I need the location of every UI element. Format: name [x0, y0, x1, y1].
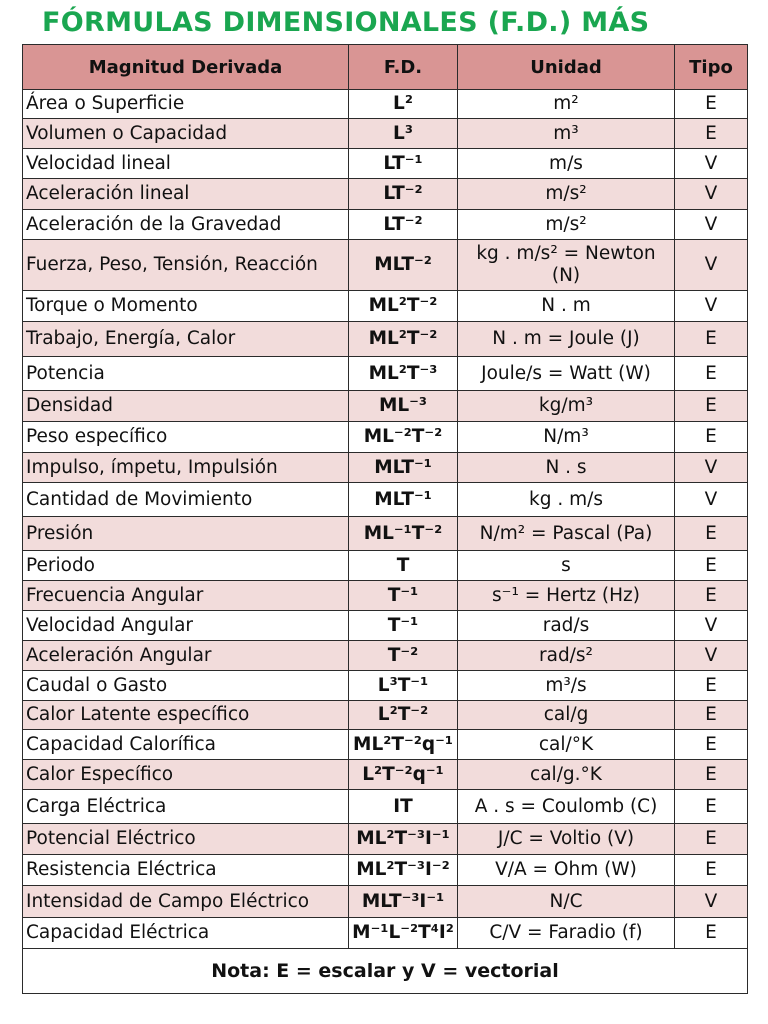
fd-cell: L³T⁻¹: [349, 671, 458, 701]
page-title: FÓRMULAS DIMENSIONALES (F.D.) MÁS: [42, 7, 650, 38]
table-row: [23, 790, 748, 824]
tipo-cell: E: [675, 918, 748, 949]
magnitud-cell: Presión: [23, 517, 349, 551]
unidad-cell: s: [458, 551, 675, 581]
fd-cell: LT⁻²: [349, 210, 458, 240]
header-tipo: Tipo: [675, 45, 748, 90]
fd-cell: ML⁻²T⁻²: [349, 422, 458, 453]
magnitud-cell: Velocidad lineal: [23, 149, 349, 179]
magnitud-cell: Carga Eléctrica: [23, 790, 349, 824]
fd-cell: LT⁻¹: [349, 149, 458, 179]
unidad-cell: C/V = Faradio (f): [458, 918, 675, 949]
tipo-cell: E: [675, 119, 748, 149]
table-row: [23, 730, 748, 760]
magnitud-cell: Aceleración lineal: [23, 179, 349, 210]
fd-cell: ML²T⁻²q⁻¹: [349, 730, 458, 760]
unidad-cell: A . s = Coulomb (C): [458, 790, 675, 824]
table-row: [23, 483, 748, 517]
table-row: [23, 240, 748, 291]
magnitud-cell: Aceleración de la Gravedad: [23, 210, 349, 240]
tipo-cell: E: [675, 90, 748, 119]
tipo-cell: E: [675, 322, 748, 357]
fd-cell: L²T⁻²: [349, 701, 458, 730]
table-row: [23, 453, 748, 483]
tipo-cell: V: [675, 886, 748, 918]
magnitud-cell: Capacidad Eléctrica: [23, 918, 349, 949]
fd-cell: L²: [349, 90, 458, 119]
table-body: [23, 90, 748, 949]
tipo-cell: V: [675, 453, 748, 483]
dimensional-formulas-table: [22, 44, 748, 994]
tipo-cell: E: [675, 391, 748, 422]
table-row: [23, 701, 748, 730]
unidad-cell: kg/m³: [458, 391, 675, 422]
tipo-cell: E: [675, 824, 748, 855]
unidad-cell: kg . m/s: [458, 483, 675, 517]
magnitud-cell: Fuerza, Peso, Tensión, Reacción: [23, 240, 349, 291]
fd-cell: MLT⁻¹: [349, 483, 458, 517]
tipo-cell: V: [675, 291, 748, 322]
table-row: [23, 611, 748, 641]
magnitud-cell: Impulso, ímpetu, Impulsión: [23, 453, 349, 483]
tipo-cell: V: [675, 483, 748, 517]
fd-cell: ML²T⁻³: [349, 357, 458, 391]
unidad-cell: rad/s²: [458, 641, 675, 671]
fd-cell: M⁻¹L⁻²T⁴I²: [349, 918, 458, 949]
unidad-cell: N . s: [458, 453, 675, 483]
fd-cell: ML²T⁻²: [349, 322, 458, 357]
unidad-cell: J/C = Voltio (V): [458, 824, 675, 855]
magnitud-cell: Aceleración Angular: [23, 641, 349, 671]
magnitud-cell: Volumen o Capacidad: [23, 119, 349, 149]
magnitud-cell: Potencial Eléctrico: [23, 824, 349, 855]
table-row: [23, 855, 748, 886]
magnitud-cell: Potencia: [23, 357, 349, 391]
table-row: [23, 149, 748, 179]
unidad-cell: cal/g: [458, 701, 675, 730]
header-fd: F.D.: [349, 45, 458, 90]
tipo-cell: E: [675, 357, 748, 391]
table-row: [23, 918, 748, 949]
unidad-cell: kg . m/s² = Newton (N): [458, 240, 675, 291]
note-text: Nota: E = escalar y V = vectorial: [23, 949, 748, 994]
fd-cell: MLT⁻¹: [349, 453, 458, 483]
tipo-cell: E: [675, 671, 748, 701]
table-row: [23, 357, 748, 391]
fd-cell: T⁻²: [349, 641, 458, 671]
unidad-cell: m³/s: [458, 671, 675, 701]
magnitud-cell: Cantidad de Movimiento: [23, 483, 349, 517]
magnitud-cell: Intensidad de Campo Eléctrico: [23, 886, 349, 918]
unidad-cell: m/s²: [458, 179, 675, 210]
magnitud-cell: Resistencia Eléctrica: [23, 855, 349, 886]
fd-cell: T⁻¹: [349, 611, 458, 641]
fd-cell: MLT⁻²: [349, 240, 458, 291]
unidad-cell: m/s²: [458, 210, 675, 240]
magnitud-cell: Velocidad Angular: [23, 611, 349, 641]
table-row: [23, 422, 748, 453]
tipo-cell: E: [675, 790, 748, 824]
table-header-row: [23, 45, 748, 90]
fd-cell: MLT⁻³I⁻¹: [349, 886, 458, 918]
table-row: [23, 517, 748, 551]
magnitud-cell: Caudal o Gasto: [23, 671, 349, 701]
unidad-cell: N/m³: [458, 422, 675, 453]
table-row: [23, 581, 748, 611]
magnitud-cell: Torque o Momento: [23, 291, 349, 322]
fd-cell: T: [349, 551, 458, 581]
unidad-cell: cal/°K: [458, 730, 675, 760]
tipo-cell: E: [675, 551, 748, 581]
magnitud-cell: Peso específico: [23, 422, 349, 453]
header-unidad: Unidad: [458, 45, 675, 90]
magnitud-cell: Periodo: [23, 551, 349, 581]
tipo-cell: E: [675, 701, 748, 730]
unidad-cell: m³: [458, 119, 675, 149]
table-row: [23, 641, 748, 671]
table-row: [23, 210, 748, 240]
fd-cell: IT: [349, 790, 458, 824]
magnitud-cell: Área o Superficie: [23, 90, 349, 119]
magnitud-cell: Calor Latente específico: [23, 701, 349, 730]
tipo-cell: E: [675, 517, 748, 551]
fd-cell: T⁻¹: [349, 581, 458, 611]
fd-cell: ML⁻¹T⁻²: [349, 517, 458, 551]
fd-cell: ML⁻³: [349, 391, 458, 422]
table-row: [23, 760, 748, 790]
table-row: [23, 179, 748, 210]
header-magnitud: Magnitud Derivada: [23, 45, 349, 90]
fd-cell: L²T⁻²q⁻¹: [349, 760, 458, 790]
fd-cell: L³: [349, 119, 458, 149]
unidad-cell: V/A = Ohm (W): [458, 855, 675, 886]
magnitud-cell: Frecuencia Angular: [23, 581, 349, 611]
table-row: [23, 671, 748, 701]
tipo-cell: V: [675, 611, 748, 641]
table-row: [23, 824, 748, 855]
tipo-cell: V: [675, 179, 748, 210]
tipo-cell: V: [675, 641, 748, 671]
table-row: [23, 551, 748, 581]
unidad-cell: N . m: [458, 291, 675, 322]
magnitud-cell: Capacidad Calorífica: [23, 730, 349, 760]
table-row: [23, 291, 748, 322]
magnitud-cell: Trabajo, Energía, Calor: [23, 322, 349, 357]
unidad-cell: m²: [458, 90, 675, 119]
tipo-cell: V: [675, 149, 748, 179]
magnitud-cell: Densidad: [23, 391, 349, 422]
fd-cell: ML²T⁻³I⁻²: [349, 855, 458, 886]
table-row: [23, 90, 748, 119]
tipo-cell: V: [675, 240, 748, 291]
fd-cell: LT⁻²: [349, 179, 458, 210]
table-row: [23, 391, 748, 422]
table-row: [23, 886, 748, 918]
fd-cell: ML²T⁻³I⁻¹: [349, 824, 458, 855]
tipo-cell: E: [675, 422, 748, 453]
fd-cell: ML²T⁻²: [349, 291, 458, 322]
tipo-cell: E: [675, 760, 748, 790]
unidad-cell: Joule/s = Watt (W): [458, 357, 675, 391]
tipo-cell: E: [675, 581, 748, 611]
tipo-cell: V: [675, 210, 748, 240]
table-row: [23, 119, 748, 149]
tipo-cell: E: [675, 730, 748, 760]
unidad-cell: rad/s: [458, 611, 675, 641]
unidad-cell: N/m² = Pascal (Pa): [458, 517, 675, 551]
unidad-cell: m/s: [458, 149, 675, 179]
table-row: [23, 322, 748, 357]
unidad-cell: N/C: [458, 886, 675, 918]
unidad-cell: N . m = Joule (J): [458, 322, 675, 357]
tipo-cell: E: [675, 855, 748, 886]
note-row: [23, 949, 748, 994]
unidad-cell: s⁻¹ = Hertz (Hz): [458, 581, 675, 611]
unidad-cell: cal/g.°K: [458, 760, 675, 790]
magnitud-cell: Calor Específico: [23, 760, 349, 790]
